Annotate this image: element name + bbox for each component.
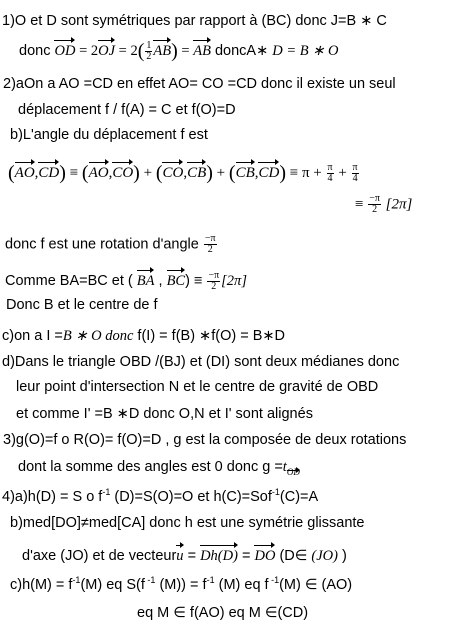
paren: ( (137, 40, 145, 63)
line-14: et comme I' =B ∗D donc O,N et I' sont alignés (16, 406, 313, 422)
text: donc (19, 43, 55, 59)
vector: CB (236, 160, 255, 182)
vector: CB (187, 160, 206, 182)
line-11: c)on a I =B ∗ O donc f(I) = f(B) ∗f(O) = B∗D (2, 328, 285, 344)
line-1: 1)O et D sont symétriques par rapport à (BC) donc J=B ∗ C (2, 13, 387, 29)
math: D = B ∗ O (272, 43, 339, 59)
line-16: dont la somme des angles est 0 donc $g =t_{OD}$ (18, 459, 300, 477)
vector: CD (38, 160, 59, 182)
fraction: $\frac{\pi}{4}$ (352, 161, 358, 184)
line-5: b)L'angle du déplacement f est (10, 127, 208, 143)
vector-od: OD (54, 38, 75, 60)
math: = 2 (115, 43, 138, 59)
line-18: b)med[DO]≠med[CA] donc h est une symétrie glissante (10, 515, 365, 531)
line-2 (19, 38, 339, 62)
paren: ) (171, 40, 178, 63)
line-13: leur point d'intersection N et le centre de gravité de OBD (16, 379, 379, 395)
line-21: eq M ∈ f(AO) eq M ∈(CD) (137, 605, 309, 621)
fraction: $\frac{-\pi}{2}$ (369, 193, 380, 215)
vector-oj: OJ (98, 38, 115, 60)
line-20: $c)h(M) = f^{-1}(M)$ eq S(f $^{-1}$ $(M)) = f^{-1}$ (M) eq f $^{-1}$(M) ∈ (AO) (10, 575, 353, 593)
line-3: 2)aOn a AO =CD en effet AO= CO =CD donc il existe un seul (3, 76, 396, 92)
vector: CO (112, 160, 133, 182)
vector-od: OD (286, 466, 300, 477)
fraction: $\frac{-\pi}{2}$ (204, 233, 216, 255)
vector-ab: AB (193, 38, 211, 60)
vector: AO (89, 160, 109, 182)
fraction: $\frac{-\pi}{2}$ (208, 269, 220, 292)
line-9: Comme BA=BC et ( BA , BC) ≡ $\frac{-\pi}{2}$ [2π] (5, 269, 247, 292)
line-6: (AO,CD) ≡ (AO,CO) + (CO,CB) + (CB,CD) ≡ π + $\frac{\pi}{4}$ + $\frac{\pi}{4}$ (8, 161, 358, 185)
line-7: ≡ $\frac{-\pi}{2}$ [2π] (355, 193, 413, 215)
line-17: 4)a)h(D) = S o $f^{-1}$ (D)=S(O)=O et h(C)=Sof$^{-1}$(C)=A (2, 487, 319, 505)
line-15: 3)g(O)=f o R(O)= f(O)=D , g est la composée de deux rotations (3, 432, 407, 448)
vector-u: u (176, 543, 183, 565)
fraction-half: $\frac{1}{2}$ (146, 39, 152, 62)
vector-ba: BA (137, 268, 155, 290)
vector-bc: BC (167, 268, 186, 290)
vector: CD (258, 160, 279, 182)
text: doncA∗ (210, 43, 273, 59)
math: = (177, 43, 194, 59)
line-10: Donc B et le centre de f (6, 297, 158, 313)
vector-ab: AB (153, 38, 171, 60)
vector: CO (162, 160, 183, 182)
line-4: déplacement f / f(A) = C et f(O)=D (18, 102, 236, 118)
vector-do: DO (254, 543, 275, 565)
math: = 2 (75, 43, 99, 59)
line-19: d'axe (JO) et de vecteuru = Dh(D) = DO (D∈ (JO) ) (22, 543, 347, 565)
fraction: $\frac{\pi}{4}$ (327, 161, 333, 184)
vector-dhd: Dh(D) (200, 543, 238, 565)
line-8: donc f est une rotation d'angle $\frac{-\pi}{2}$ (5, 233, 216, 255)
vector: AO (15, 160, 35, 182)
line-12: d)Dans le triangle OBD /(BJ) et (DI) sont deux médianes donc (2, 354, 400, 370)
